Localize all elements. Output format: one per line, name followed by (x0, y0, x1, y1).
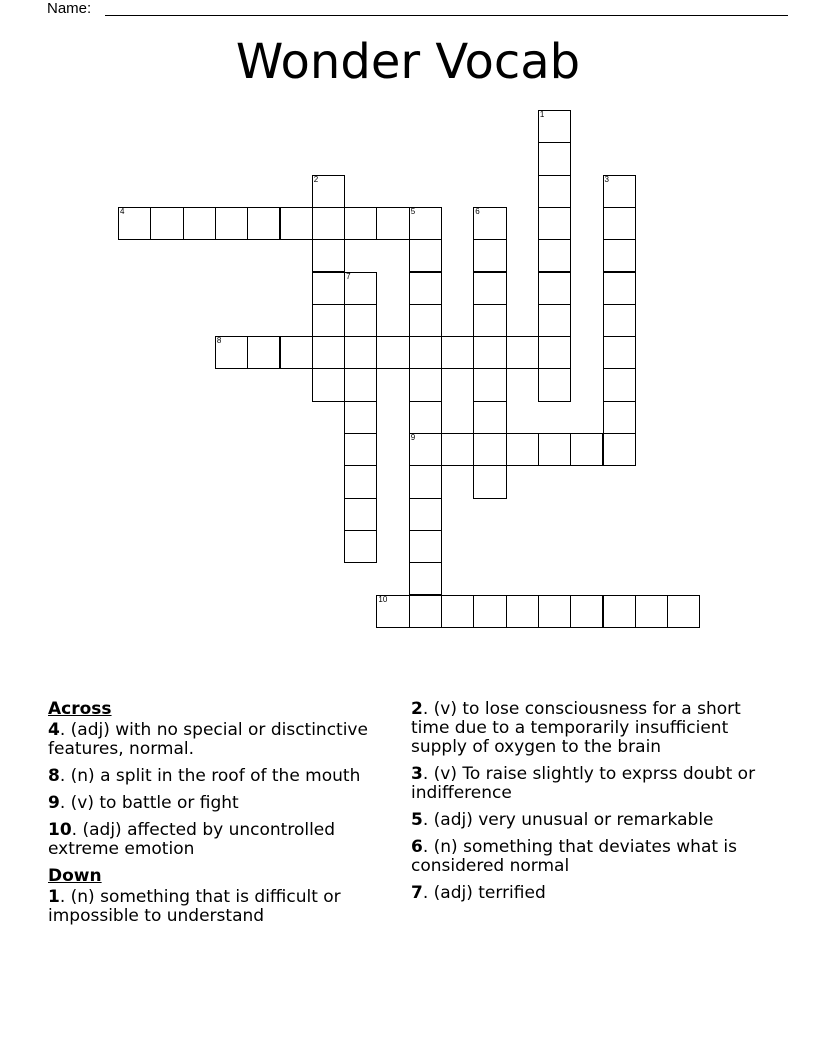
grid-cell[interactable] (441, 336, 474, 369)
clue-down-5 (411, 811, 761, 830)
grid-cell[interactable] (570, 595, 603, 628)
grid-cell[interactable] (603, 304, 636, 337)
grid-cell[interactable] (409, 595, 442, 628)
grid-cell[interactable] (409, 433, 442, 466)
cell-number: 9 (410, 433, 416, 442)
grid-cell[interactable] (312, 175, 345, 208)
grid-cell[interactable] (409, 272, 442, 305)
grid-cell[interactable] (247, 336, 280, 369)
grid-cell[interactable] (538, 595, 571, 628)
grid-cell[interactable] (409, 239, 442, 272)
grid-cell[interactable] (344, 336, 377, 369)
clue-down-2 (411, 700, 761, 757)
clue-across-4 (48, 721, 378, 759)
grid-cell[interactable] (473, 304, 506, 337)
grid-cell[interactable] (376, 207, 409, 240)
grid-cell[interactable] (538, 207, 571, 240)
grid-cell[interactable] (215, 207, 248, 240)
clue-number: 10 (48, 820, 72, 840)
grid-cell[interactable] (538, 110, 571, 143)
grid-cell[interactable] (538, 272, 571, 305)
grid-cell[interactable] (344, 433, 377, 466)
clue-text: . (adj) very unusual or remarkable (422, 810, 714, 830)
grid-cell[interactable] (344, 465, 377, 498)
grid-cell[interactable] (312, 272, 345, 305)
grid-cell[interactable] (635, 595, 668, 628)
clue-text: . (v) to battle or fight (59, 793, 239, 813)
grid-cell[interactable] (538, 336, 571, 369)
grid-cell[interactable] (409, 368, 442, 401)
grid-cell[interactable] (570, 433, 603, 466)
clue-number: 3 (411, 764, 423, 784)
grid-cell[interactable] (409, 530, 442, 563)
grid-cell[interactable] (473, 336, 506, 369)
grid-cell[interactable] (312, 207, 345, 240)
grid-cell[interactable] (473, 272, 506, 305)
grid-cell[interactable] (473, 239, 506, 272)
cell-number: 6 (475, 206, 480, 216)
clue-number: 4 (48, 720, 60, 740)
clue-text: . (n) something that deviates what is considered normal (411, 837, 738, 876)
grid-cell[interactable] (409, 465, 442, 498)
clue-across-8 (48, 767, 378, 786)
grid-cell[interactable] (280, 336, 313, 369)
grid-cell[interactable] (473, 207, 506, 240)
page-title: Wonder Vocab (235, 34, 581, 90)
grid-cell[interactable] (344, 207, 377, 240)
clue-text: . (n) a split in the roof of the mouth (59, 766, 361, 786)
clue-text: . (v) To raise slightly to exprss doubt or indifference (411, 764, 756, 803)
cell-number: 5 (410, 206, 416, 216)
grid-cell[interactable] (118, 207, 151, 240)
clue-down-6 (411, 838, 761, 876)
grid-cell[interactable] (506, 433, 539, 466)
clue-across-10 (48, 821, 378, 859)
grid-cell[interactable] (344, 498, 377, 531)
clue-text: . (adj) affected by uncontrolled extreme emotion (48, 820, 336, 859)
grid-cell[interactable] (473, 401, 506, 434)
grid-cell[interactable] (603, 272, 636, 305)
grid-cell[interactable] (312, 239, 345, 272)
clue-down-7 (411, 884, 761, 903)
grid-cell[interactable] (280, 207, 313, 240)
grid-cell[interactable] (409, 336, 442, 369)
clue-number: 1 (48, 887, 60, 907)
grid-cell[interactable] (344, 304, 377, 337)
down-heading: Down (48, 866, 102, 886)
grid-cell[interactable] (473, 595, 506, 628)
clue-across-9 (48, 794, 378, 813)
grid-cell[interactable] (183, 207, 216, 240)
clue-number: 8 (48, 766, 60, 786)
grid-cell[interactable] (376, 595, 409, 628)
grid-cell[interactable] (603, 401, 636, 434)
cell-number: 8 (216, 336, 222, 346)
clue-number: 9 (48, 793, 60, 813)
grid-cell[interactable] (409, 562, 442, 595)
clue-number: 2 (411, 699, 423, 719)
grid-cell[interactable] (538, 368, 571, 401)
cell-number: 10 (378, 594, 388, 604)
grid-cell[interactable] (538, 142, 571, 175)
across-heading: Across (48, 699, 112, 719)
grid-cell[interactable] (473, 368, 506, 401)
grid-cell[interactable] (441, 433, 474, 466)
cell-number: 3 (604, 174, 609, 184)
grid-cell[interactable] (409, 401, 442, 434)
cell-number: 2 (313, 174, 319, 184)
grid-cell[interactable] (473, 433, 506, 466)
grid-cell[interactable] (506, 336, 539, 369)
grid-cell[interactable] (312, 336, 345, 369)
grid-cell[interactable] (344, 368, 377, 401)
clue-number: 6 (411, 837, 423, 857)
clue-text: . (n) something that is difficult or impossible to understand (48, 887, 341, 926)
grid-cell[interactable] (603, 595, 636, 628)
grid-cell[interactable] (603, 368, 636, 401)
grid-cell[interactable] (344, 272, 377, 305)
grid-cell[interactable] (344, 530, 377, 563)
clue-text: . (v) to lose consciousness for a short time due to a temporarily insufficient supply of oxygen to the brain (411, 699, 741, 757)
cell-number: 4 (120, 206, 125, 216)
clue-text: . (adj) with no special or disctinctive features, normal. (48, 720, 368, 759)
grid-cell[interactable] (409, 207, 442, 240)
grid-cell[interactable] (247, 207, 280, 240)
clues-right-column (411, 700, 761, 911)
clue-number: 5 (411, 810, 423, 830)
clue-down-3 (411, 765, 761, 803)
grid-cell[interactable] (376, 336, 409, 369)
clue-text: . (adj) terrified (422, 883, 546, 903)
grid-cell[interactable] (409, 304, 442, 337)
grid-cell[interactable] (312, 304, 345, 337)
name-label: Name: (47, 0, 92, 17)
grid-cell[interactable] (538, 239, 571, 272)
grid-cell[interactable] (603, 433, 636, 466)
clue-down-1 (48, 888, 378, 926)
grid-cell[interactable] (312, 368, 345, 401)
grid-cell[interactable] (215, 336, 248, 369)
grid-cell[interactable] (603, 175, 636, 208)
grid-cell[interactable] (603, 336, 636, 369)
clue-number: 7 (411, 883, 423, 903)
grid-cell[interactable] (150, 207, 183, 240)
cell-number: 1 (539, 110, 545, 119)
grid-cell[interactable] (409, 498, 442, 531)
grid-cell[interactable] (603, 239, 636, 272)
clues-left-column (48, 700, 378, 934)
grid-cell[interactable] (538, 175, 571, 208)
grid-cell[interactable] (441, 595, 474, 628)
cell-number: 7 (346, 271, 351, 281)
grid-cell[interactable] (538, 433, 571, 466)
grid-cell[interactable] (344, 401, 377, 434)
grid-cell[interactable] (506, 595, 539, 628)
grid-cell[interactable] (667, 595, 700, 628)
grid-cell[interactable] (473, 465, 506, 498)
grid-cell[interactable] (538, 304, 571, 337)
grid-cell[interactable] (603, 207, 636, 240)
